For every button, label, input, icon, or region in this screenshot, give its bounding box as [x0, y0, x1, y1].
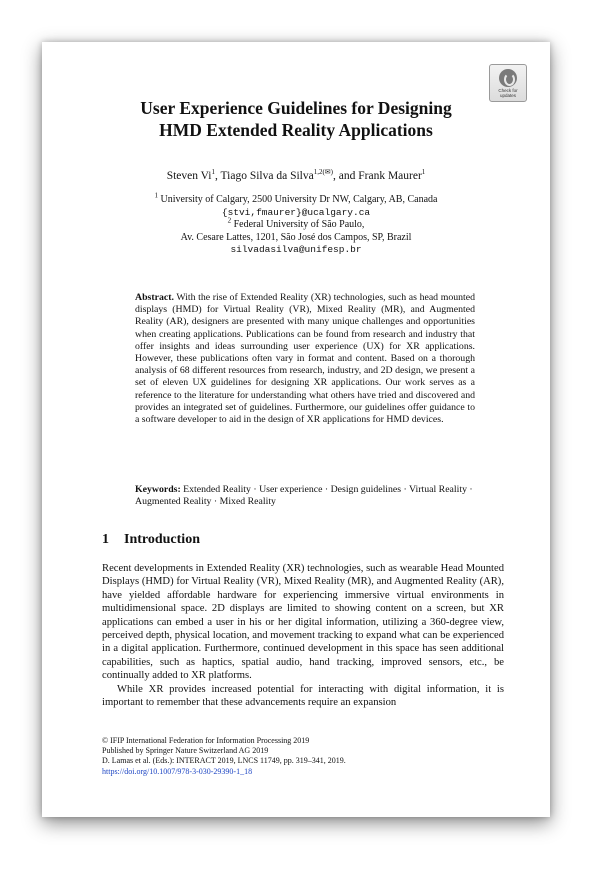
title-line-1: User Experience Guidelines for Designing: [140, 98, 452, 118]
author-list: [42, 170, 550, 182]
check-for-updates-icon: [499, 69, 517, 87]
affiliation-2-text: Federal University of São Paulo,: [233, 219, 365, 230]
abstract-label: Abstract.: [135, 292, 174, 303]
footer-line-1: © IFIP International Federation for Information Processing 2019: [102, 736, 310, 745]
section-heading: [102, 532, 200, 548]
author-1: Steven Vi: [166, 170, 212, 182]
section-number: 1: [102, 532, 109, 547]
paper-title: [42, 97, 550, 141]
footer-line-3: D. Lamas et al. (Eds.): INTERACT 2019, LNCS 11749, pp. 319–341, 2019.: [102, 756, 346, 766]
affiliation-1-text: University of Calgary, 2500 University Dr NW, Calgary, AB, Canada: [160, 194, 438, 205]
title-line-2: HMD Extended Reality Applications: [159, 120, 433, 140]
author-1-sup: 1: [211, 168, 215, 177]
footer-copyright: [102, 736, 522, 777]
affiliation-1-sup: 1: [154, 191, 159, 200]
keywords: [135, 484, 475, 508]
author-3-sup: 1: [421, 168, 426, 177]
paragraph-2: While XR provides increased potential for interacting with digital information, it is important to remember that these advancements require an expansion: [102, 683, 504, 709]
badge-label-1: Check for: [498, 88, 518, 93]
affiliation-2-sup: 2: [227, 216, 232, 225]
affiliation-2: [42, 216, 550, 232]
affiliation-1: [42, 191, 550, 207]
affiliation-2-address: Av. Cesare Lattes, 1201, São José dos Campos, SP, Brazil: [180, 231, 412, 243]
affiliation-1-email: {stvi,fmaurer}@ucalgary.ca: [221, 206, 371, 218]
affiliations: [42, 191, 550, 257]
footer-line-2: Published by Springer Nature Switzerland AG 2019: [102, 746, 269, 756]
keywords-label: Keywords:: [135, 484, 181, 495]
body-text: [102, 562, 504, 709]
paper-page: [42, 42, 550, 817]
badge-label-2: updates: [499, 93, 516, 98]
author-2: Tiago Silva da Silva: [220, 170, 314, 182]
abstract-text: With the rise of Extended Reality (XR) technologies, such as head mounted displays (HMD) for Virtual Reality (VR), Mixed Reality (MR), and Augmented Reality (AR), designers are presented with many unique challenges and opportunities when creating applications. Publications can be found from research and industry that offer insights and ideas surrounding user experience (UX) for XR applications. However, these publications often vary in format and content. Based on a thorough analysis of 68 different resources from research, industry, and 2D design, we present a set of eleven UX guidelines for designing XR applications. Our work serves as a reference to the literature for understanding what others have tried and discovered and provides an integrated set of guidelines. Furthermore, our guidelines offer guidance to a software developer to aid in the design of XR applications for HMD devices.: [135, 292, 475, 426]
section-title: Introduction: [124, 532, 200, 547]
paragraph-1: Recent developments in Extended Reality (XR) technologies, such as wearable Head Mounted Displays (HMD) for Virtual Reality (VR), Mixed Reality (MR), and Augmented Reality (AR), have yielded affordable hardware for experiencing immersive virtual environments in multidimensional space. 2D displays are limited to showing content on a screen, but XR applications can embed a user in his or her digital information, utilizing a 360-degree view, perceived depth, physical location, and movement tracking to expand what can be experienced in a digital application. Furthermore, continued development in this space has seen additional capabilities, such as haptics, spatial audio, hand tracking, improved sensors, etc., be continually added to XR platforms.: [102, 563, 504, 682]
author-sep-2: , and: [333, 170, 359, 182]
author-sep-1: ,: [214, 170, 221, 182]
keywords-text: Extended Reality · User experience · Design guidelines · Virtual Reality · Augmented Reality · Mixed Reality: [135, 484, 473, 508]
doi-link[interactable]: https://doi.org/10.1007/978-3-030-29390-1_18: [102, 766, 253, 776]
abstract: [135, 292, 475, 426]
affiliation-2-email: silvadasilva@unifesp.br: [230, 244, 362, 255]
author-3: Frank Maurer: [358, 170, 422, 182]
author-2-sup: 1,2(✉): [313, 168, 333, 177]
